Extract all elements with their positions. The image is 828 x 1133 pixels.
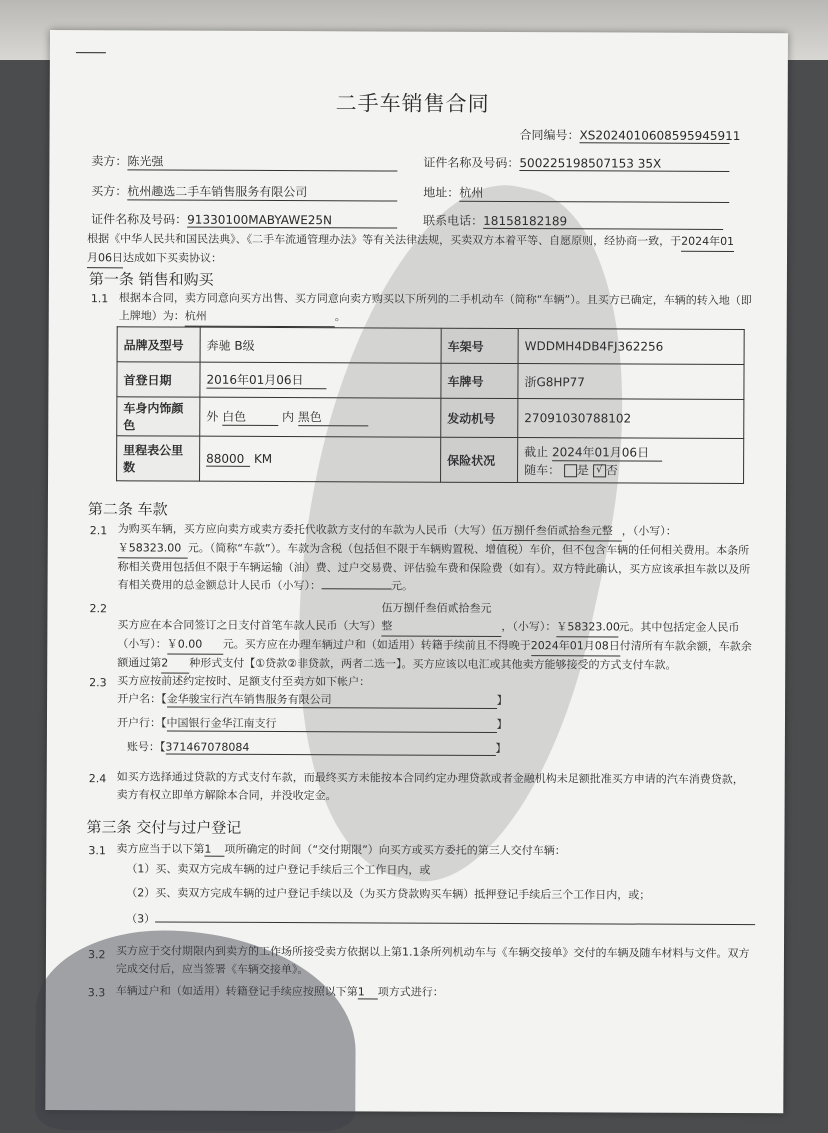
clause-number: 3.3 — [87, 986, 106, 1000]
phone-row: 联系电话：18158182189 — [423, 212, 723, 230]
brand-label: 品牌及型号 — [117, 327, 200, 362]
article-1-heading: 第一条 销售和购买 — [88, 270, 214, 289]
contract-page — [45, 30, 788, 1113]
brand-value: 奔驰 B级 — [200, 327, 441, 363]
seller-row: 卖方：陈光强 — [91, 152, 397, 171]
clause-1-1: 根据本合同，卖方同意向买方出售、买方同意向卖方购买以下所列的二手机动车（简称“车辆”）。且买方已确定，车辆的转入地（即上牌地）为：杭州 。 — [119, 289, 759, 329]
clause-number: 2.3 — [89, 676, 107, 690]
buyer-row: 买方：杭州趣选二手车销售服务有限公司 — [91, 182, 397, 201]
color-label: 车身内饰颜色 — [117, 397, 200, 436]
buyer-name: 杭州趣选二手车销售服务有限公司 — [127, 182, 397, 201]
mileage-label: 里程表公里数 — [117, 436, 200, 481]
clause-number: 3.1 — [88, 844, 106, 858]
clause-number: 3.2 — [87, 948, 106, 962]
engine-value: 27091030788102 — [518, 399, 744, 439]
clause-number: 2.4 — [88, 772, 107, 786]
document-title: 二手车销售合同 — [335, 91, 490, 116]
option-3: （3） — [126, 910, 755, 929]
color-value: 外 白色 内 黑色 — [200, 397, 441, 437]
vin-label: 车架号 — [441, 328, 518, 363]
vin-value: WDDMH4DB4FJ362256 — [518, 329, 744, 365]
account-no: 371467078084 — [165, 741, 495, 756]
contract-no: 合同编号：XS2024010608595945911 — [519, 128, 741, 144]
clause-2-3: 买方应按前述约定按时、足额支付至卖方如下帐户： — [117, 674, 371, 689]
checkbox-yes — [564, 464, 577, 477]
clause-2-4: 如买方选择通过贷款的方式支付车款，而最终买方未能按本合同约定办理贷款或者金融机构未足额批准买方申请的汽车消费贷款，卖方有权立即单方解除本合同，并没收定金。 — [116, 770, 744, 803]
contract-no-value: XS2024010608595945911 — [579, 128, 741, 144]
clause-3-2: 买方应于交付期限内到卖方的工作场所接受卖方依据以上第1.1条所列机动车与《车辆交接单》交付的车辆及随车材料与文件。双方完成交付后，应当签署《车辆交接单》。 — [115, 944, 750, 977]
destination-city: 杭州 — [185, 308, 335, 328]
address-value: 杭州 — [459, 184, 729, 203]
account-bank-row: 开户行：【中国银行金华江南支行 】 — [116, 716, 508, 732]
reg-value: 2016年01月06日 — [200, 362, 441, 398]
option-1: （1）买、卖双方完成车辆的过户登记手续后三个工作日内，或 — [126, 862, 431, 877]
article-2-heading: 第二条 车款 — [87, 500, 168, 519]
corner-mark — [76, 52, 106, 53]
account-name-row: 开户名：【金华骏宝行汽车销售服务有限公司 】 — [117, 692, 508, 708]
buyer-id-row: 证件名称及号码：91330100MABYAWE25N — [91, 210, 397, 228]
clause-number: 2.1 — [89, 524, 108, 538]
clause-number: 1.1 — [90, 292, 109, 306]
plate-value: 浙G8HP77 — [518, 364, 744, 400]
clause-number: 2.2 — [89, 602, 108, 616]
clause-2-1: 为购买车辆，买方应向卖方或卖方委托代收款方支付的车款为人民币（大写）伍万捌仟叁佰贰拾叁元整 ，（小写）： ￥58323.00 元。（简称“车款”）。车款为含税（包括但不限于车辆购置税、增值税）车价，但不包含车辆的任何相关费用。本条所称相关费用包括但不限于车辆运输（油）费、过户交易费、评估验车费和保险费（如有）。双方特此确认，买方应该承担车款以及所有相关费用的总金额总计人民币（小写）： 元。 — [117, 522, 751, 593]
clause-3-3: 车辆过户和（如适用）转籍登记手续应按照以下第1 项方式进行： — [115, 984, 444, 999]
phone-value: 18158182189 — [483, 214, 723, 230]
insurance-value: 截止 2024年01月06日 随车： 是 √ 否 — [518, 438, 744, 484]
preamble: 根据《中华人民共和国民法典》、《二手车流通管理办法》等有关法律法规，买卖双方本着平等、自愿原则，经协商一致，于2024年01 月06日达成如下买卖协议： — [87, 230, 747, 271]
engine-label: 发动机号 — [441, 398, 518, 437]
account-no-row: 账号：【371467078084 】 — [126, 740, 507, 755]
account-name: 金华骏宝行汽车销售服务有限公司 — [167, 691, 497, 709]
clause-2-2: 买方应在本合同签订之日支付首笔车款人民币（大写）伍万捌仟叁佰贰拾叁元整 ，（小写）：￥58323.00元。其中包括定金人民币（小写）：￥0.00 元。买方应在办理车辆过户和（如适用）转籍手续前且不得晚于2024年01月08日付清所有车款余额，车款余额通过第2 种形式支付【①贷款②非贷款，两者二选一】。买方应该以电汇或其他卖方能够接受的方式支付车款。 — [117, 601, 752, 672]
option-2: （2）买、卖双方完成车辆的过户登记手续以及（为买方贷款购买车辆）抵押登记手续后三个工作日内，或； — [126, 886, 651, 902]
mileage-value: 88000 KM — [200, 436, 441, 482]
seller-name: 陈光强 — [127, 152, 397, 171]
vehicle-table — [116, 326, 745, 484]
seller-id-row: 证件名称及号码：500225198507153 35X — [423, 154, 729, 172]
address-row: 地址：杭州 — [423, 184, 729, 203]
plate-label: 车牌号 — [441, 363, 518, 398]
reg-label: 首登日期 — [117, 362, 200, 397]
checkbox-no: √ — [593, 464, 606, 477]
account-bank: 中国银行金华江南支行 — [166, 715, 496, 733]
clause-3-1: 卖方应当于以下第1 项所确定的时间（“交付期限”）向买方或买方委托的第三人交付车辆： — [116, 842, 566, 858]
insurance-label: 保险状况 — [441, 437, 518, 482]
article-3-heading: 第三条 交付与过户登记 — [86, 818, 242, 837]
seller-id: 500225198507153 35X — [519, 156, 729, 172]
buyer-id: 91330100MABYAWE25N — [187, 213, 397, 229]
